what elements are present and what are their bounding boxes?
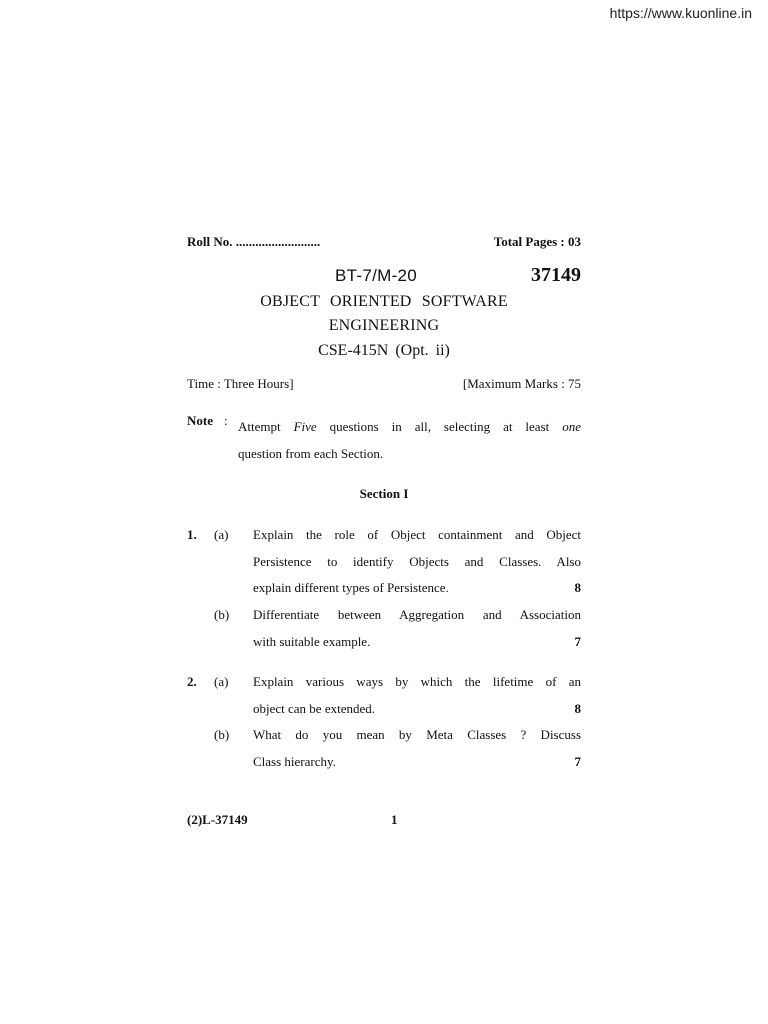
exam-duration: Time : Three Hours] bbox=[187, 376, 294, 391]
note-label: Note bbox=[187, 413, 213, 428]
source-url: https://www.kuonline.in bbox=[609, 5, 752, 21]
section-heading: Section I bbox=[359, 486, 409, 501]
marks-value: 8 bbox=[574, 700, 581, 716]
question-number: 1. bbox=[187, 527, 197, 542]
question-line: Class hierarchy. bbox=[253, 753, 336, 769]
question-line: Explain various ways by which the lifetime of an bbox=[253, 674, 581, 689]
question-line: Explain the role of Object containment and Object bbox=[253, 527, 581, 542]
question-line: object can be extended. bbox=[253, 700, 375, 716]
note-colon: : bbox=[224, 413, 228, 428]
question-last-line bbox=[253, 696, 581, 723]
question-text bbox=[253, 722, 581, 775]
question-line: explain different types of Persistence. bbox=[253, 580, 449, 595]
course-code: CSE-415N (Opt. ii) bbox=[318, 342, 450, 359]
question-text bbox=[253, 669, 581, 722]
note-emphasis-five: Five bbox=[293, 419, 317, 434]
note-emphasis-one: one bbox=[562, 419, 581, 434]
part-label: (a) bbox=[214, 674, 229, 689]
question-last-line bbox=[253, 629, 581, 656]
paper-number: 37149 bbox=[531, 264, 581, 286]
roll-number-field: Roll No. .......................... bbox=[187, 234, 321, 249]
time-marks-row bbox=[187, 376, 581, 392]
note-line1 bbox=[238, 413, 581, 440]
page-number: 1 bbox=[391, 812, 398, 827]
paper-code: BT-7/M-20 bbox=[335, 266, 418, 285]
question-line: Differentiate between Aggregation and Association bbox=[253, 607, 581, 622]
marks-value: 7 bbox=[574, 753, 581, 769]
note-text-part: questions in all, selecting at least bbox=[316, 419, 563, 434]
total-pages: Total Pages : 03 bbox=[493, 234, 581, 249]
marks-value: 7 bbox=[574, 633, 581, 649]
page-footer bbox=[187, 812, 581, 828]
paper-title-line2: ENGINEERING bbox=[328, 317, 440, 334]
question-line: What do you mean by Meta Classes ? Discuss bbox=[253, 727, 581, 742]
paper-code-row bbox=[335, 264, 581, 287]
footer-code: (2)L-37149 bbox=[187, 812, 248, 827]
maximum-marks: [Maximum Marks : 75 bbox=[462, 376, 581, 391]
exam-page bbox=[187, 0, 581, 1024]
note-text-part: Attempt bbox=[238, 419, 294, 434]
question-number: 2. bbox=[187, 674, 197, 689]
part-label: (b) bbox=[214, 607, 230, 622]
question-last-line bbox=[253, 575, 581, 602]
part-label: (a) bbox=[214, 527, 229, 542]
paper-title-line1: OBJECT ORIENTED SOFTWARE bbox=[260, 293, 508, 310]
question-text bbox=[253, 602, 581, 655]
header-row bbox=[187, 234, 581, 250]
note-line2: question from each Section. bbox=[238, 446, 384, 461]
question-line: with suitable example. bbox=[253, 633, 371, 649]
marks-value: 8 bbox=[574, 580, 581, 595]
part-label: (b) bbox=[214, 727, 230, 742]
question-line: Persistence to identify Objects and Classes. Also bbox=[253, 553, 581, 569]
question-text bbox=[253, 522, 581, 602]
question-last-line bbox=[253, 749, 581, 776]
